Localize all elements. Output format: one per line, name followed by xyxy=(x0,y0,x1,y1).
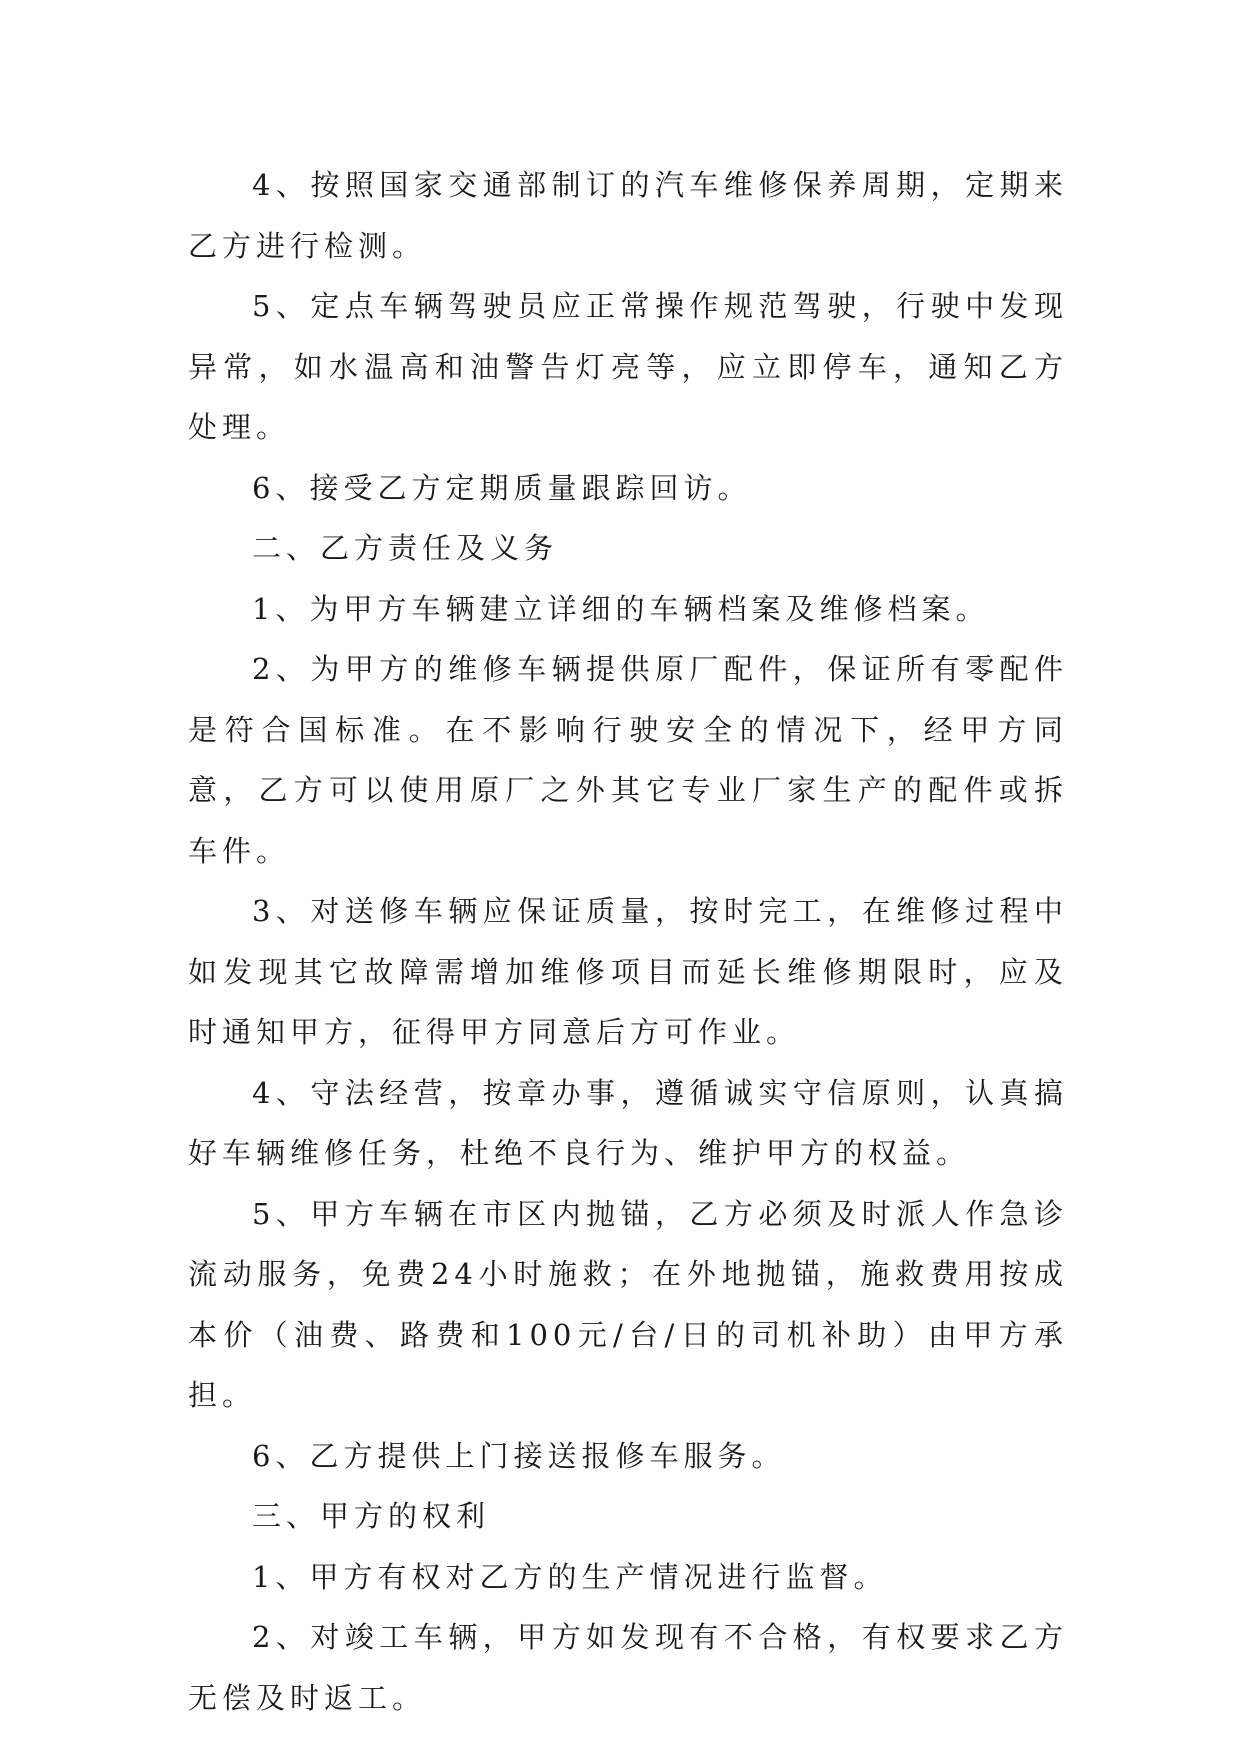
paragraph-breakdown-rescue: 5、甲方车辆在市区内抛锚，乙方必须及时派人作急诊流动服务，免费24小时施救；在外地抛锚，施救费用按成本价（油费、路费和100元/台/日的司机补助）由甲方承担。 xyxy=(188,1196,1068,1412)
paragraph-driver-operation: 5、定点车辆驾驶员应正常操作规范驾驶，行驶中发现异常，如水温高和油警告灯亮等，应立即停车，通知乙方处理。 xyxy=(188,289,1068,444)
paragraph-repair-quality: 3、对送修车辆应保证质量，按时完工，在维修过程中如发现其它故障需增加维修项目而延长维修期限时，应及时通知甲方，征得甲方同意后方可作业。 xyxy=(188,894,1068,1049)
paragraph-maintenance-schedule: 4、按照国家交通部制订的汽车维修保养周期，定期来乙方进行检测。 xyxy=(188,168,1068,263)
paragraph-original-parts: 2、为甲方的维修车辆提供原厂配件，保证所有零配件是符合国标准。在不影响行驶安全的情况下，经甲方同意，乙方可以使用原厂之外其它专业厂家生产的配件或拆车件。 xyxy=(188,652,1068,868)
section-heading-party-b-duties: 二、乙方责任及义务 xyxy=(252,531,559,565)
paragraph-quality-followup: 6、接受乙方定期质量跟踪回访。 xyxy=(252,470,752,505)
paragraph-pickup-service: 6、乙方提供上门接送报修车服务。 xyxy=(252,1438,786,1473)
paragraph-supervision-right: 1、甲方有权对乙方的生产情况进行监督。 xyxy=(252,1559,888,1594)
section-heading-party-a-rights: 三、甲方的权利 xyxy=(252,1499,491,1533)
document-body xyxy=(188,155,1068,1728)
paragraph-vehicle-records: 1、为甲方车辆建立详细的车辆档案及维修档案。 xyxy=(252,591,990,626)
paragraph-lawful-operation: 4、守法经营，按章办事，遵循诚实守信原则，认真搞好车辆维修任务，杜绝不良行为、维护甲方的权益。 xyxy=(188,1075,1068,1170)
paragraph-rework-right: 2、对竣工车辆，甲方如发现有不合格，有权要求乙方无偿及时返工。 xyxy=(188,1620,1068,1715)
